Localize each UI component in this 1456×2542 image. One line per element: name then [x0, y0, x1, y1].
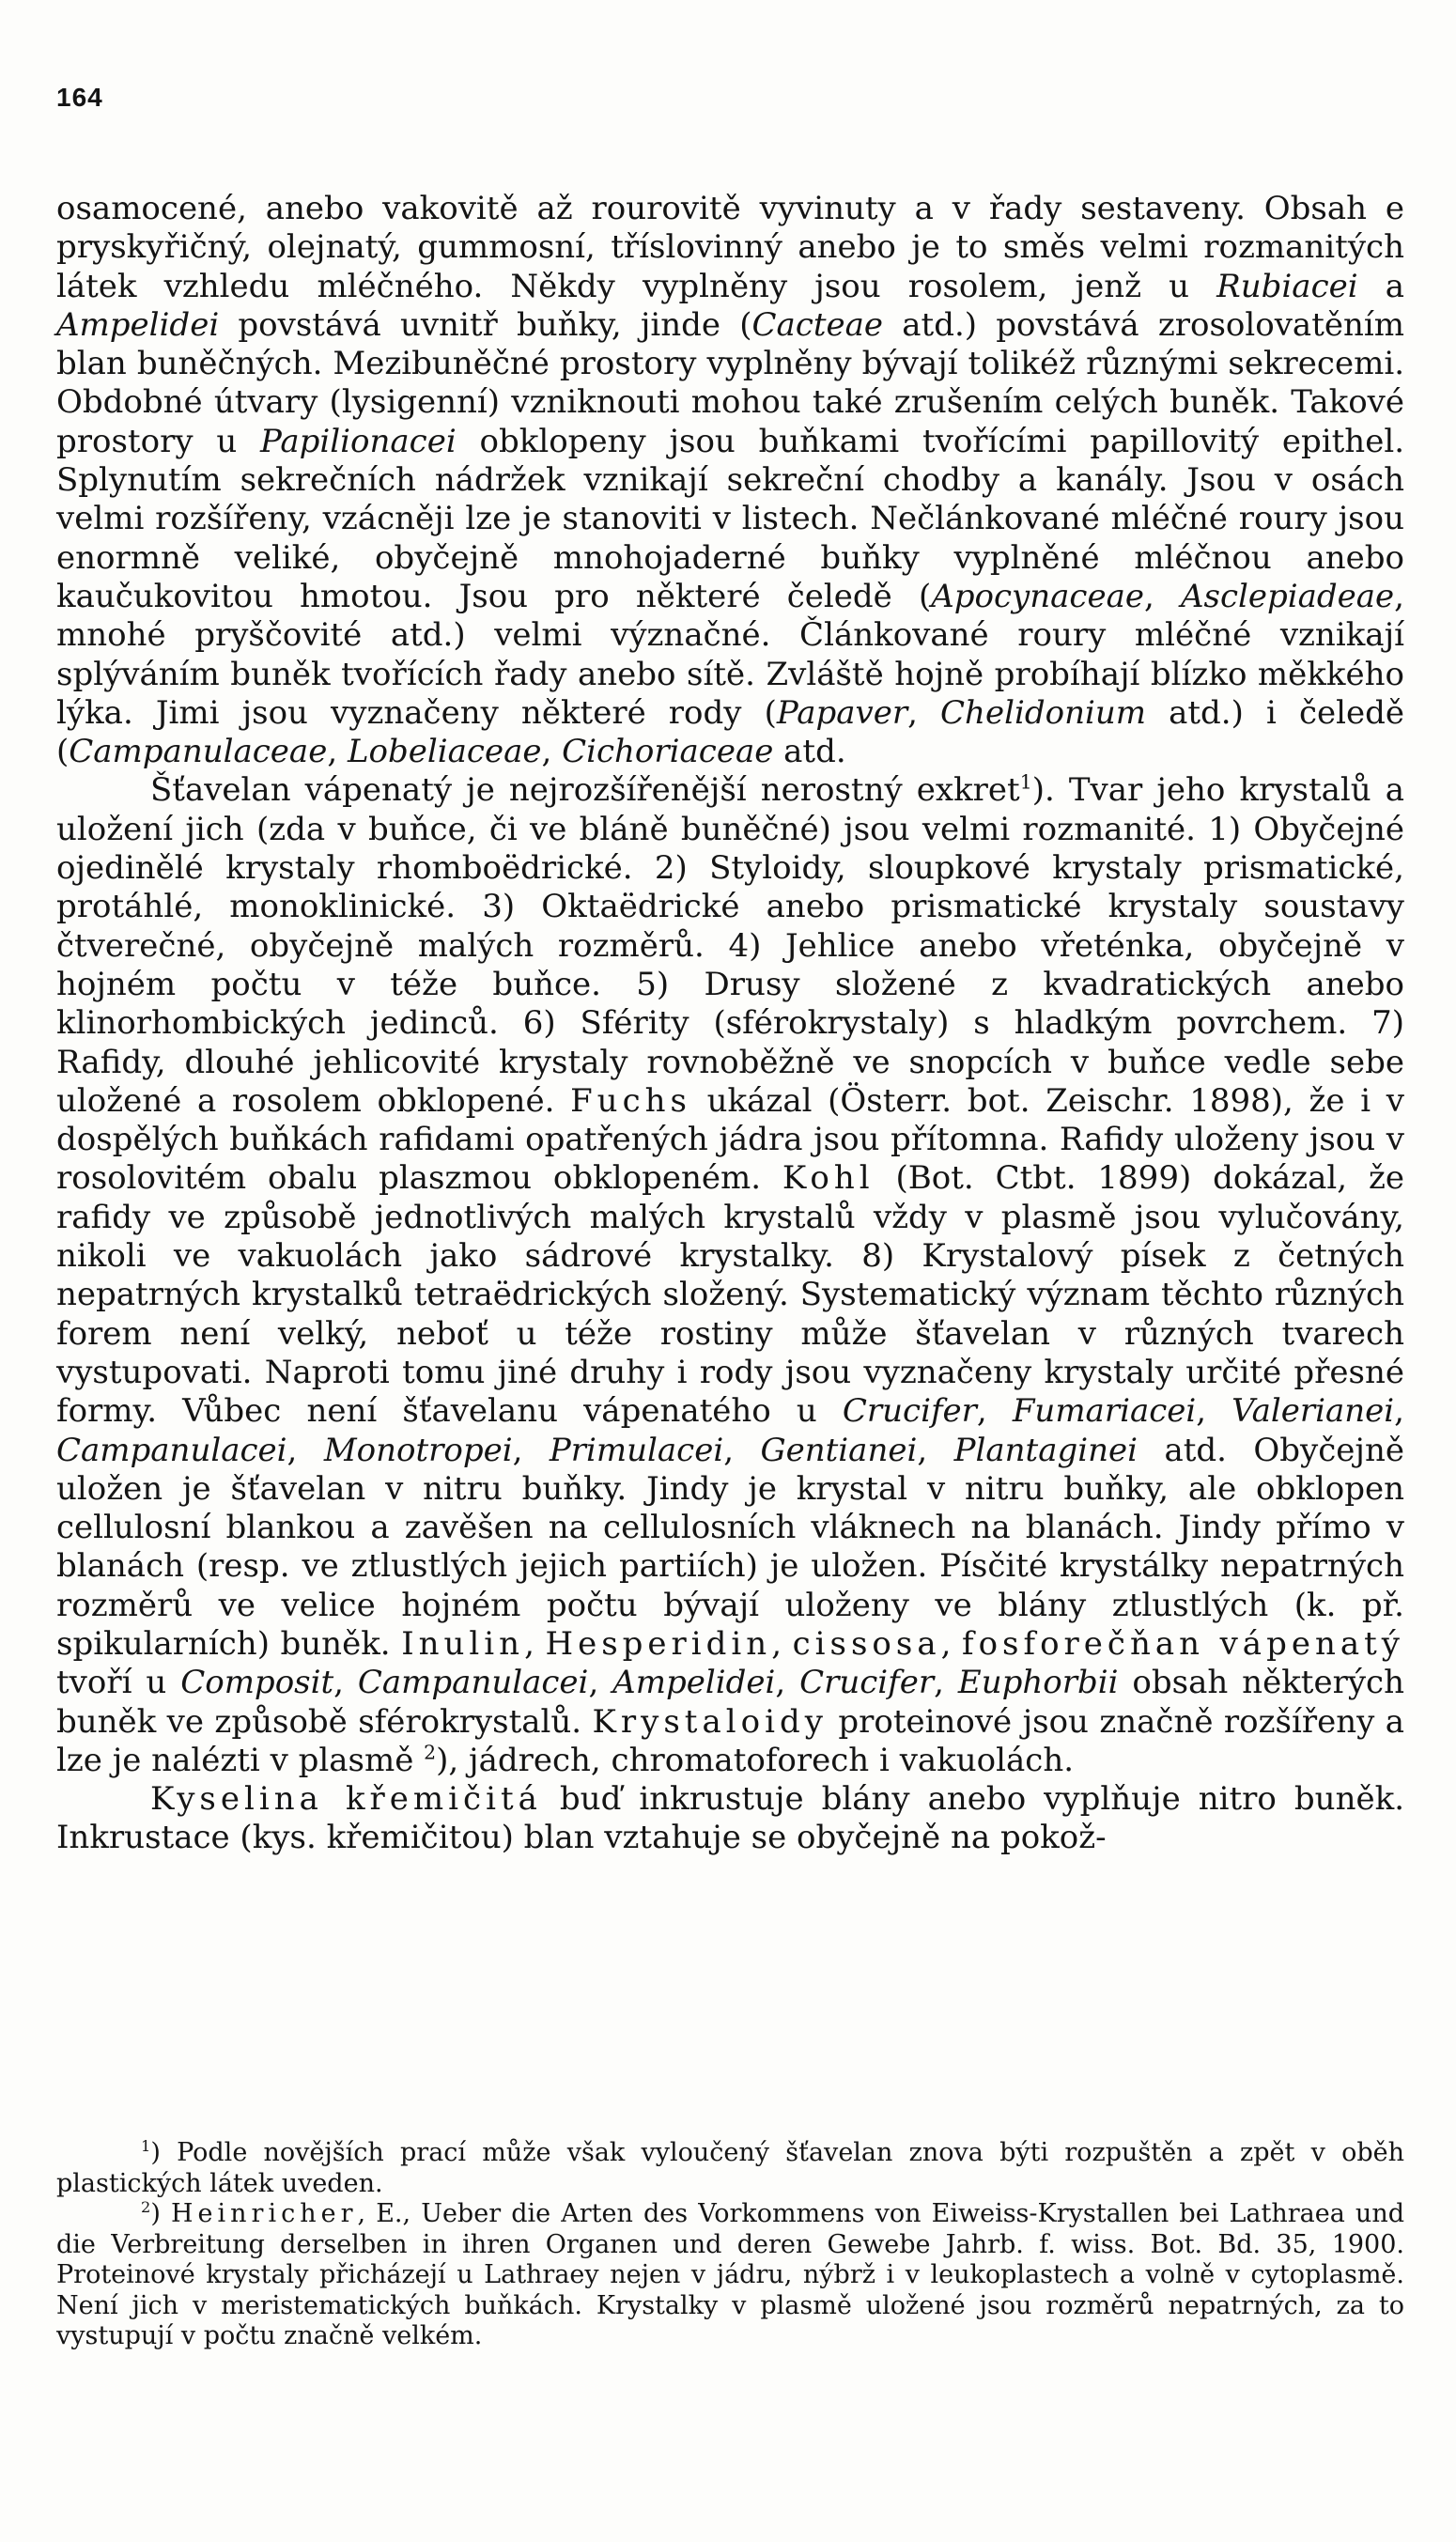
footnote-1: [56, 2138, 1404, 2199]
text-run: (Bot. Ctbt. 1899) dokázal, že rafidy ve způsobě jednotlivých malých krystalů vždy v plasmě jsou vylučovány, nikoli ve vakuolách jako sádrové krystalky. 8) Krystalový písek z četných nepatrných krystalků tetraëdrických složený. Systematický význam těchto různých forem není velký, neboť u téže rostiny může šťavelan v různých tvarech vystupovati. Naproti tomu jiné druhy i rody jsou vyznačeny krystaly určité přesné formy. Vůbec není šťavelanu vápenatého u: [56, 1159, 1404, 1431]
taxon-name: Papaver: [776, 693, 908, 732]
taxon-name: Apocynaceae: [931, 577, 1144, 615]
taxon-name: Monotropei: [323, 1431, 513, 1469]
taxon-name: Primulacei: [549, 1431, 724, 1469]
taxon-name: Crucifer: [842, 1392, 977, 1431]
taxon-name: Cacteae: [751, 305, 884, 344]
author-name: Kohl: [782, 1159, 875, 1198]
text-run: , mnohé pryščovité atd.) velmi význačné. Článkované roury mléčné vznikají splýváním buněk tvořících řady anebo sítě. Zvláště hojně probíhají blízko měkkého lýka. Jimi jsou vyznačeny některé rody (: [56, 577, 1404, 732]
text-run: ,: [940, 1624, 962, 1663]
text-run: ,: [775, 1664, 800, 1702]
taxon-name: Euphorbii: [957, 1664, 1119, 1702]
paragraph-silicic-acid: [56, 1780, 1404, 1858]
taxon-name: Plantaginei: [953, 1431, 1138, 1469]
paragraph-calcium-oxalate: [56, 771, 1404, 1780]
text-run: ,: [327, 733, 348, 771]
text-run: obsah některých buněk ve způsobě sférokrystalů.: [56, 1664, 1404, 1741]
taxon-name: Cichoriaceae: [562, 733, 774, 771]
text-run: buď inkrustuje blány anebo vyplňuje nitro buněk. Inkrustace (kys. křemičitou) blan vztahuje se obyčejně na pokož-: [56, 1780, 1404, 1857]
text-run: ), jádrech, chromatoforech i vakuolách.: [436, 1741, 1075, 1779]
author-name: Heinricher: [170, 2199, 358, 2228]
footnotes: [56, 2138, 1404, 2352]
text-run: ,: [524, 1624, 546, 1663]
text-run: ,: [333, 1664, 358, 1702]
text-run: ). Tvar jeho krystalů a uložení jich (zda v buňce, či ve bláně buněčné) jsou velmi rozmanité. 1) Obyčejné ojedinělé krystaly rhomboëdrické. 2) Styloidy, sloupkové krystaly prismatické, protáhlé, monoklinické. 3) Oktaëdrické anebo prismatické krystaly soustavy čtverečné, obyčejně malých rozměrů. 4) Jehlice anebo vřeténka, obyčejně v hojném počtu v téže buňce. 5) Drusy složené z kvadratických anebo klinorhombických jedinců. 6) Sférity (sférokrystaly) s hladkým povrchem. 7) Rafidy, dlouhé jehlicovité krystaly rovnoběžně ve snopcích v buňce vedle sebe uložené a rosolem obklopené.: [56, 771, 1405, 1120]
page-number: 164: [56, 83, 103, 112]
taxon-name: Chelidonium: [940, 693, 1146, 732]
text-run: Šťavelan vápenatý je nejrozšířenější nerostný exkret: [150, 771, 1020, 810]
text-run: ,: [512, 1431, 550, 1469]
text-run: ,: [1143, 577, 1181, 615]
text-run: ,: [723, 1431, 761, 1469]
text-run: ukázal (Österr. bot. Zeischr. 1898), že i v dospělých buňkách rafidami opatřených jádra jsou přítomna. Rafidy uloženy jsou v rosolovitém obalu plaszmou obklopeném.: [56, 1081, 1404, 1198]
taxon-name: Ampelidei: [56, 305, 220, 344]
taxon-name: Campanulacei: [56, 1431, 287, 1469]
substance-name: fosforečňan vápenatý: [961, 1624, 1404, 1663]
taxon-name: Papilionacei: [260, 422, 457, 460]
footnote-text: , E., Ueber die Arten des Vorkommens von Eiweiss-Krystallen bei Lathraea und die Verbreitung derselben in ihren Organen und deren Gewebe Jahrb. f. wiss. Bot. Bd. 35, 1900. Proteinové krystaly přicházejí u Lathraey nejen v jádru, nýbrž i v leukoplastech a volně v cytoplasmě. Není jich v meristematických buňkách. Krystalky v plasmě uložené jsou rozměrů nepatrných, za to vystupují v počtu značně velkém.: [56, 2199, 1404, 2350]
taxon-name: Rubiacei: [1216, 267, 1358, 305]
text-run: proteinové jsou značně rozšířeny a lze je nalézti v plasmě: [56, 1702, 1404, 1779]
substance-name: Inulin: [401, 1624, 525, 1663]
text-run: atd. Obyčejně uložen je šťavelan v nitru buňky. Jindy je krystal v nitru buňky, ale obklopen cellulosní blankou a zavěšen na cellulosních vláknech na blanách. Jindy přímo v blanách (resp. ve ztlustlých jejich partiích) je uložen. Písčité krystálky nepatrných rozměrů ve velice hojném počtu bývají uloženy ve blány ztlustlých (k. př. spikularních) buněk.: [56, 1431, 1404, 1663]
taxon-name: Campanulaceae: [69, 733, 328, 771]
text-run: ,: [917, 1431, 954, 1469]
author-name: Fuchs: [570, 1081, 691, 1120]
main-text: [56, 190, 1404, 1858]
text-run: ,: [287, 1431, 324, 1469]
paragraph-secretory-structures: [56, 190, 1404, 771]
text-run: ,: [1394, 1392, 1404, 1431]
text-run: atd.: [773, 733, 846, 771]
substance-name: Krystaloidy: [592, 1702, 828, 1741]
taxon-name: Gentianei: [760, 1431, 918, 1469]
taxon-name: Crucifer: [799, 1664, 935, 1702]
text-run: ,: [588, 1664, 613, 1702]
text-run: atd.) i čeledě (: [56, 693, 1404, 771]
taxon-name: Valerianei: [1231, 1392, 1395, 1431]
text-run: ,: [1196, 1392, 1232, 1431]
text-run: atd.) povstává zrosolovatěním blan buněčných. Mezibuněčné prostory vyplněny bývají tolikéž různými sekrecemi. Obdobné útvary (lysigenní) vzniknouti mohou také zrušením celých buněk. Takové prostory u: [56, 305, 1404, 460]
text-run: obklopeny jsou buňkami tvořícími papillovitý epithel. Splynutím sekrečních nádržek vznikají sekreční chodby a kanály. Jsou v osách velmi rozšířeny, vzácněji lze je stanoviti v listech. Nečlánkované mléčné roury jsou enormně veliké, obyčejně mnohojaderné buňky vyplněné mléčnou anebo kaučukovitou hmotou. Jsou pro některé čeledě (: [56, 422, 1404, 615]
substance-name: Kyselina křemičitá: [150, 1780, 542, 1819]
substance-name: cissosa: [792, 1624, 941, 1663]
taxon-name: Asclepiadeae: [1180, 577, 1395, 615]
text-run: ,: [934, 1664, 958, 1702]
text-run: ,: [976, 1392, 1013, 1431]
footnote-text: ) Podle novějších prací může však vyloučený šťavelan znova býti rozpuštěn a zpět v oběh plastických látek uveden.: [56, 2138, 1404, 2198]
footnote-2: [56, 2199, 1404, 2352]
text-run: ,: [907, 693, 941, 732]
footnote-text: ): [150, 2199, 171, 2228]
text-run: ,: [771, 1624, 793, 1663]
text-run: povstává uvnitř buňky, jinde (: [219, 305, 752, 344]
text-run: a: [1357, 267, 1404, 305]
text-run: osamocené, anebo vakovitě až rourovitě vyvinuty a v řady sestaveny. Obsah e pryskyřičný, olejnatý, gummosní, tříslovinný anebo je to směs velmi rozmanitých látek vzhledu mléčného. Někdy vyplněny jsou rosolem, jenž u: [56, 190, 1404, 305]
text-run: ,: [541, 733, 563, 771]
footnote-mark: 2: [141, 2198, 151, 2216]
taxon-name: Fumariacei: [1012, 1392, 1197, 1431]
taxon-name: Lobeliaceae: [347, 733, 542, 771]
taxon-name: Ampelidei: [612, 1664, 776, 1702]
taxon-name: Campanulacei: [357, 1664, 589, 1702]
footnote-ref: 1: [1019, 771, 1032, 795]
footnote-mark: 1: [141, 2137, 151, 2155]
text-run: tvoří u: [56, 1664, 181, 1702]
taxon-name: Composit: [180, 1664, 334, 1702]
substance-name: Hesperidin: [545, 1624, 772, 1663]
footnote-ref: 2: [424, 1741, 437, 1764]
